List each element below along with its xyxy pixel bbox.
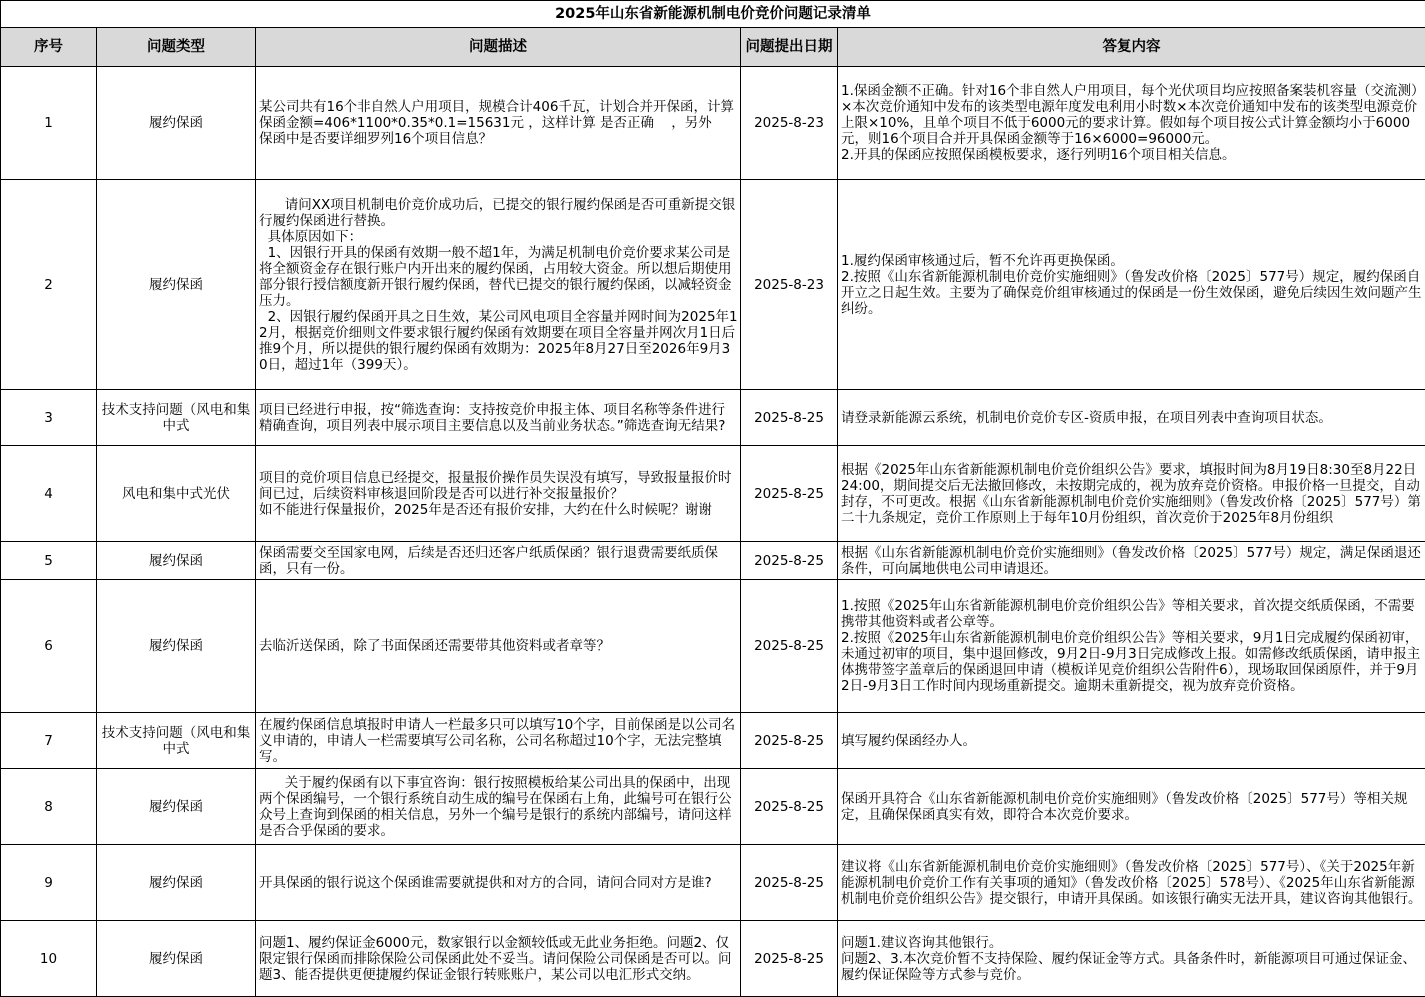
header-row xyxy=(1,28,1425,67)
table-row xyxy=(1,446,1425,542)
header-num: 序号 xyxy=(1,28,97,67)
table-row xyxy=(1,921,1425,997)
table-row xyxy=(1,580,1425,713)
row-description: 去临沂送保函，除了书面保函还需要带其他资料或者章等？ xyxy=(256,580,741,713)
row-number: 5 xyxy=(1,542,97,580)
row-date: 2025-8-25 xyxy=(741,921,838,997)
row-date: 2025-8-25 xyxy=(741,713,838,769)
row-type: 履约保函 xyxy=(97,67,256,180)
row-type: 履约保函 xyxy=(97,180,256,390)
sheet-title: 2025年山东省新能源机制电价竞价问题记录清单 xyxy=(1,1,1425,28)
table-row xyxy=(1,542,1425,580)
row-number: 10 xyxy=(1,921,97,997)
table-row xyxy=(1,845,1425,921)
row-number: 2 xyxy=(1,180,97,390)
table-row xyxy=(1,713,1425,769)
row-description: 在履约保函信息填报时申请人一栏最多只可以填写10个字，目前保函是以公司名义申请的，申请人一栏需要填写公司名称，公司名称超过10个字，无法完整填写。 xyxy=(256,713,741,769)
row-type: 履约保函 xyxy=(97,769,256,845)
row-description: 保函需要交至国家电网，后续是否还归还客户纸质保函？银行退费需要纸质保函，只有一份。 xyxy=(256,542,741,580)
row-type: 技术支持问题（风电和集中式 xyxy=(97,390,256,446)
row-date: 2025-8-25 xyxy=(741,446,838,542)
row-date: 2025-8-23 xyxy=(741,180,838,390)
row-number: 4 xyxy=(1,446,97,542)
row-date: 2025-8-25 xyxy=(741,390,838,446)
header-type: 问题类型 xyxy=(97,28,256,67)
header-date: 问题提出日期 xyxy=(741,28,838,67)
row-type: 履约保函 xyxy=(97,580,256,713)
row-description: 问题1、履约保证金6000元，数家银行以金额较低或无此业务拒绝。问题2、仅限定银行保函而排除保险公司保函此处不妥当。请问保险公司保函是否可以。问题3、能否提供更便捷履约保证金银行转账账户，某公司以电汇形式交纳。 xyxy=(256,921,741,997)
header-desc: 问题描述 xyxy=(256,28,741,67)
row-number: 8 xyxy=(1,769,97,845)
table-row xyxy=(1,67,1425,180)
row-description: 某公司共有16个非自然人户用项目，规模合计406千瓦，计划合并开保函，计算保函金额=406*1100*0.35*0.1=15631元 ，这样计算 是否正确 ，另外 保函中是否要详细罗列16个项目信息？ xyxy=(256,67,741,180)
table-row xyxy=(1,769,1425,845)
title-row xyxy=(1,1,1425,28)
row-type: 履约保函 xyxy=(97,845,256,921)
row-answer: 建议将《山东省新能源机制电价竞价实施细则》（鲁发改价格〔2025〕577号）、《关于2025年新能源机制电价竞价工作有关事项的通知》（鲁发改价格〔2025〕578号）、《2025年山东省新能源机制电价竞价组织公告》提交银行，申请开具保函。如该银行确实无法开具，建议咨询其他银行。 xyxy=(838,845,1425,921)
row-date: 2025-8-23 xyxy=(741,67,838,180)
table-row xyxy=(1,180,1425,390)
row-number: 7 xyxy=(1,713,97,769)
row-type: 履约保函 xyxy=(97,921,256,997)
row-type: 履约保函 xyxy=(97,542,256,580)
table-row xyxy=(1,390,1425,446)
row-date: 2025-8-25 xyxy=(741,845,838,921)
row-answer: 根据《2025年山东省新能源机制电价竞价组织公告》要求，填报时间为8月19日8:30至8月22日24:00，期间提交后无法撤回修改，未按期完成的，视为放弃竞价资格。申报价格一旦提交，自动封存，不可更改。根据《山东省新能源机制电价竞价实施细则》（鲁发改价格〔2025〕577号）第二十九条规定，竞价工作原则上于每年10月份组织，首次竞价于2025年8月份组织 xyxy=(838,446,1425,542)
row-description: 开具保函的银行说这个保函谁需要就提供和对方的合同，请问合同对方是谁? xyxy=(256,845,741,921)
row-date: 2025-8-25 xyxy=(741,769,838,845)
row-date: 2025-8-25 xyxy=(741,542,838,580)
row-answer: 根据《山东省新能源机制电价竞价实施细则》（鲁发改价格〔2025〕577号）规定，满足保函退还条件，可向属地供电公司申请退还。 xyxy=(838,542,1425,580)
row-answer: 1.保函金额不正确。针对16个非自然人户用项目，每个光伏项目均应按照备案装机容量（交流测）×本次竞价通知中发布的该类型电源年度发电利用小时数×本次竞价通知中发布的该类型电源竞价上限×10%，且单个项目不低于6000元的要求计算。假如每个项目按公式计算金额均小于6000元，则16个项目合并开具保函金额等于16×6000=96000元。 2.开具的保函应按照保函模板要求，逐行列明16个项目相关信息。 xyxy=(838,67,1425,180)
row-answer: 1.履约保函审核通过后，暂不允许再更换保函。 2.按照《山东省新能源机制电价竞价实施细则》（鲁发改价格〔2025〕577号）规定，履约保函自开立之日起生效。主要为了确保竞价组审核通过的保函是一份生效保函，避免后续因生效问题产生纠纷。 xyxy=(838,180,1425,390)
row-answer: 1.按照《2025年山东省新能源机制电价竞价组织公告》等相关要求，首次提交纸质保函，不需要携带其他资料或者公章等。 2.按照《2025年山东省新能源机制电价竞价组织公告》等相关要求，9月1日完成履约保函初审，未通过初审的项目，集中退回修改，9月2日-9月3日完成修改上报。如需修改纸质保函，请申报主体携带签字盖章后的保函退回申请（模板详见竞价组织公告附件6），现场取回保函原件，并于9月2日-9月3日工作时间内现场重新提交。逾期未重新提交，视为放弃竞价资格。 xyxy=(838,580,1425,713)
row-number: 6 xyxy=(1,580,97,713)
row-description: 请问XX项目机制电价竞价成功后，已提交的银行履约保函是否可重新提交银行履约保函进行替换。 具体原因如下： 1、因银行开具的保函有效期一般不超1年，为满足机制电价竞价要求某公司是将全额资金存在银行账户内开出来的履约保函，占用较大资金。所以想后期使用部分银行授信额度新开银行履约保函，替代已提交的银行履约保函，以减轻资金压力。 2、因银行履约保函开具之日生效，某公司风电项目全容量并网时间为2025年12月，根据竞价细则文件要求银行履约保函有效期要在项目全容量并网次月1日后推9个月，所以提供的银行履约保函有效期为：2025年8月27日至2026年9月30日，超过1年（399天）。 xyxy=(256,180,741,390)
row-number: 1 xyxy=(1,67,97,180)
row-answer: 填写履约保函经办人。 xyxy=(838,713,1425,769)
row-number: 9 xyxy=(1,845,97,921)
row-date: 2025-8-25 xyxy=(741,580,838,713)
row-description: 项目已经进行申报，按“筛选查询：支持按竞价申报主体、项目名称等条件进行精确查询，项目列表中展示项目主要信息以及当前业务状态。”筛选查询无结果? xyxy=(256,390,741,446)
row-answer: 问题1.建议咨询其他银行。 问题2、3.本次竞价暂不支持保险、履约保证金等方式。具备条件时，新能源项目可通过保证金、履约保证保险等方式参与竞价。 xyxy=(838,921,1425,997)
row-description: 关于履约保函有以下事宜咨询：银行按照模板给某公司出具的保函中，出现两个保函编号，一个银行系统自动生成的编号在保函右上角，此编号可在银行公众号上查询到保函的相关信息，另外一个编号是银行的系统内部编号，请问这样是否合乎保函的要求。 xyxy=(256,769,741,845)
row-type: 技术支持问题（风电和集中式 xyxy=(97,713,256,769)
header-answer: 答复内容 xyxy=(838,28,1425,67)
row-type: 风电和集中式光伏 xyxy=(97,446,256,542)
row-number: 3 xyxy=(1,390,97,446)
row-answer: 保函开具符合《山东省新能源机制电价竞价实施细则》（鲁发改价格〔2025〕577号）等相关规定，且确保保函真实有效，即符合本次竞价要求。 xyxy=(838,769,1425,845)
row-description: 项目的竞价项目信息已经提交，报量报价操作员失误没有填写，导致报量报价时间已过，后续资料审核退回阶段是否可以进行补交报量报价？ 如不能进行保量报价，2025年是否还有报价安排，大约在什么时候呢？谢谢 xyxy=(256,446,741,542)
row-answer: 请登录新能源云系统，机制电价竞价专区-资质申报，在项目列表中查询项目状态。 xyxy=(838,390,1425,446)
